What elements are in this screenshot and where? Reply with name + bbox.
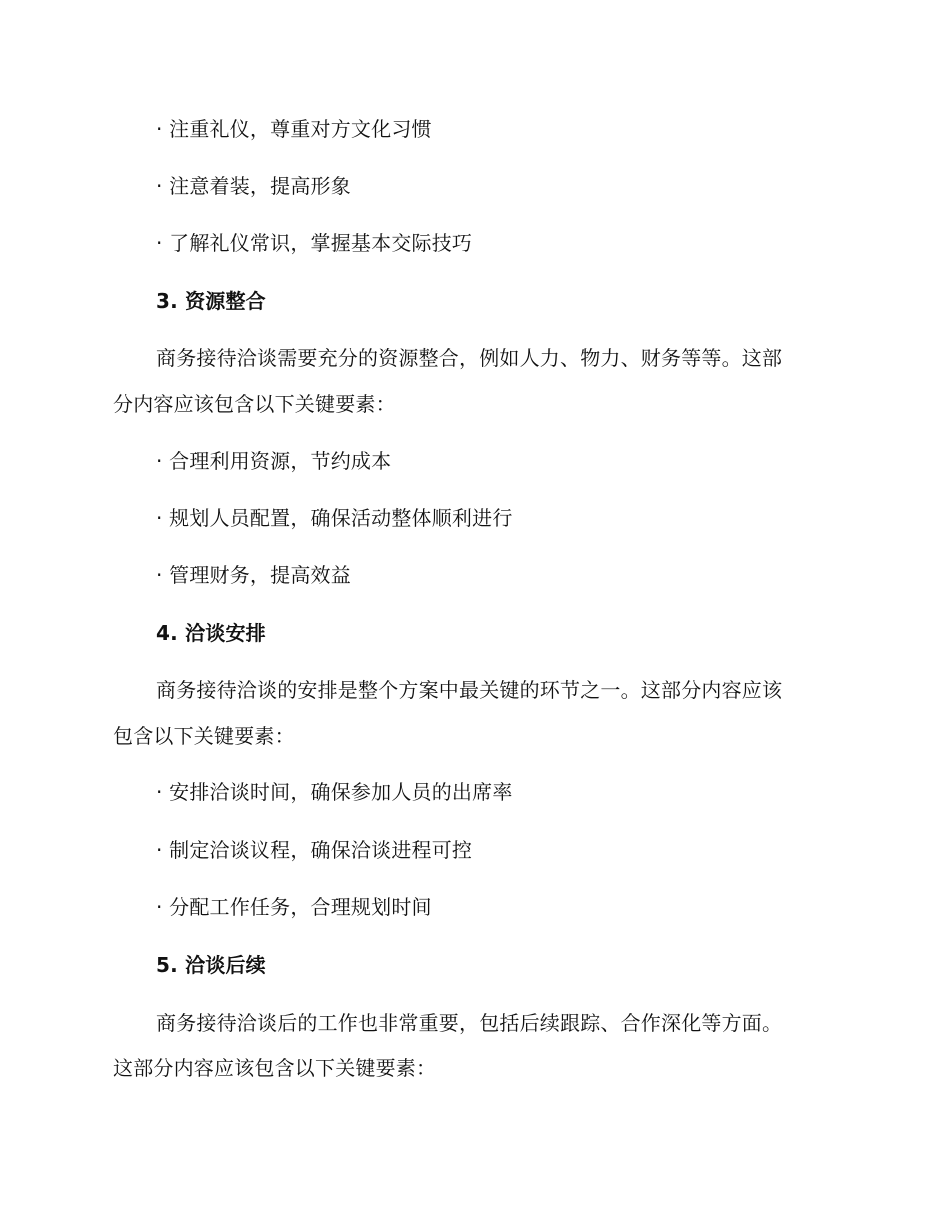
- paragraph-line: 这部分内容应该包含以下关键要素：: [113, 1056, 437, 1080]
- paragraph-line: 分内容应该包含以下关键要素：: [113, 392, 396, 416]
- bullet-item: · 注重礼仪，尊重对方文化习惯: [156, 117, 432, 141]
- bullet-item: · 合理利用资源，节约成本: [156, 449, 392, 473]
- bullet-item: · 了解礼仪常识，掌握基本交际技巧: [156, 231, 473, 255]
- bullet-item: · 制定洽谈议程，确保洽谈进程可控: [156, 838, 473, 862]
- paragraph-line: 商务接待洽谈后的工作也非常重要，包括后续跟踪、合作深化等方面。: [156, 1011, 783, 1035]
- paragraph-line: 包含以下关键要素：: [113, 724, 295, 748]
- bullet-item: · 分配工作任务，合理规划时间: [156, 895, 432, 919]
- bullet-item: · 规划人员配置，确保活动整体顺利进行: [156, 506, 513, 530]
- section-heading-4: 4. 洽谈安排: [156, 621, 266, 645]
- section-heading-5: 5. 洽谈后续: [156, 953, 266, 977]
- bullet-item: · 安排洽谈时间，确保参加人员的出席率: [156, 780, 513, 804]
- bullet-item: · 管理财务，提高效益: [156, 563, 351, 587]
- bullet-item: · 注意着装，提高形象: [156, 174, 351, 198]
- section-heading-3: 3. 资源整合: [156, 289, 266, 313]
- paragraph-line: 商务接待洽谈的安排是整个方案中最关键的环节之一。这部分内容应该: [156, 678, 783, 702]
- paragraph-line: 商务接待洽谈需要充分的资源整合，例如人力、物力、财务等等。这部: [156, 346, 783, 370]
